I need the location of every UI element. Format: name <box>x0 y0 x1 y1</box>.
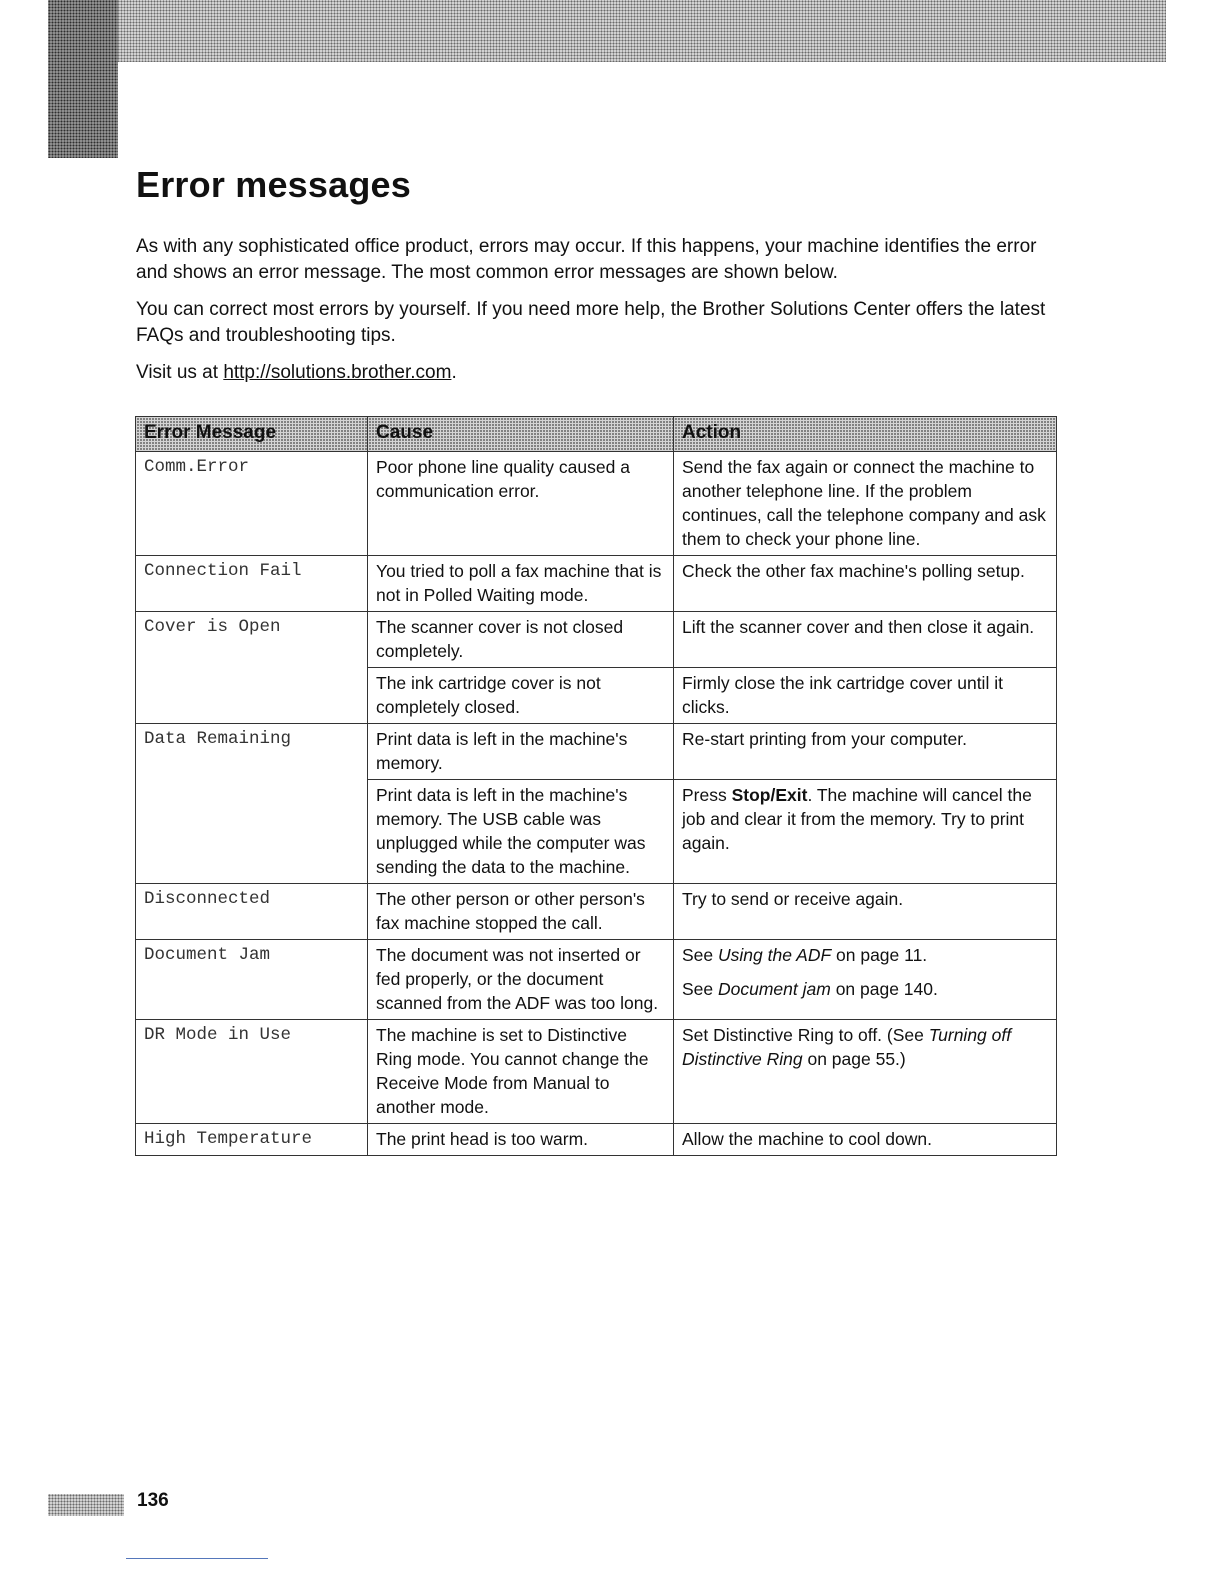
table-header-row <box>136 417 1057 452</box>
action-text: Set Distinctive Ring to off. (See <box>682 1025 929 1045</box>
action-cell <box>674 1020 1057 1124</box>
error-message-cell: Cover is Open <box>136 612 368 724</box>
error-message-cell: DR Mode in Use <box>136 1020 368 1124</box>
cause-cell: You tried to poll a fax machine that is not in Polled Waiting mode. <box>368 556 674 612</box>
header-cause: Cause <box>368 417 674 452</box>
action-cell <box>674 940 1057 1020</box>
table-row <box>136 884 1057 940</box>
solutions-center-link[interactable]: http://solutions.brother.com <box>223 362 452 383</box>
action-text: Press <box>682 785 732 805</box>
action-cell <box>674 780 1057 884</box>
cause-cell: The document was not inserted or fed properly, or the document scanned from the ADF was too long. <box>368 940 674 1020</box>
stop-exit-key-label: Stop/Exit <box>731 785 808 805</box>
action-text: See <box>682 945 718 965</box>
action-text: on page 140. <box>830 979 938 999</box>
cross-reference-link: Document jam <box>718 979 831 999</box>
error-message-cell: Comm.Error <box>136 452 368 556</box>
action-cell: Re-start printing from your computer. <box>674 724 1057 780</box>
cause-cell: The scanner cover is not closed completely. <box>368 612 674 668</box>
table-row <box>136 724 1057 780</box>
action-cell: Firmly close the ink cartridge cover until it clicks. <box>674 668 1057 724</box>
intro-paragraph-1: As with any sophisticated office product, errors may occur. If this happens, your machine identifies the error and shows an error message. The most common error messages are shown below. <box>136 236 1037 283</box>
error-message-cell: Connection Fail <box>136 556 368 612</box>
action-cell: Allow the machine to cool down. <box>674 1124 1057 1156</box>
cause-cell: The other person or other person's fax machine stopped the call. <box>368 884 674 940</box>
error-message-cell: Data Remaining <box>136 724 368 884</box>
action-cell: Check the other fax machine's polling setup. <box>674 556 1057 612</box>
cause-cell: Print data is left in the machine's memory. The USB cable was unplugged while the computer was sending the data to the machine. <box>368 780 674 884</box>
action-text: . The machine will cancel the job and clear it from the memory. Try to print again. <box>682 785 1032 853</box>
header-band <box>48 0 1166 62</box>
action-text: on page 11. <box>831 945 928 965</box>
visit-suffix: . <box>451 362 457 383</box>
header-action: Action <box>674 417 1057 452</box>
table-row <box>136 452 1057 556</box>
cause-cell: Poor phone line quality caused a communication error. <box>368 452 674 556</box>
visit-prefix: Visit us at <box>136 362 224 383</box>
table-row <box>136 1124 1057 1156</box>
cause-cell: The machine is set to Distinctive Ring mode. You cannot change the Receive Mode from Manual to another mode. <box>368 1020 674 1124</box>
cause-cell: Print data is left in the machine's memory. <box>368 724 674 780</box>
action-text: See <box>682 979 718 999</box>
visit-paragraph <box>136 360 1066 386</box>
action-line <box>682 977 1048 1001</box>
cross-reference-link: Turning off Distinctive Ring <box>682 1025 1012 1069</box>
table-row <box>136 940 1057 1020</box>
action-line <box>682 943 1048 967</box>
table-row <box>136 1020 1057 1124</box>
error-message-cell: Document Jam <box>136 940 368 1020</box>
action-cell: Lift the scanner cover and then close it again. <box>674 612 1057 668</box>
page-number: 136 <box>137 1490 169 1511</box>
intro-paragraph-2: You can correct most errors by yourself. If you need more help, the Brother Solutions Center offers the latest FAQs and troubleshooting tips. <box>136 299 1046 346</box>
cross-reference-link: Using the ADF <box>718 945 832 965</box>
cause-cell: The ink cartridge cover is not completely closed. <box>368 668 674 724</box>
chapter-tab-block <box>48 0 118 158</box>
action-text: on page 55.) <box>802 1049 906 1069</box>
error-message-cell: High Temperature <box>136 1124 368 1156</box>
error-message-cell: Disconnected <box>136 884 368 940</box>
action-cell: Try to send or receive again. <box>674 884 1057 940</box>
footer-tab <box>48 1494 124 1516</box>
table-row <box>136 556 1057 612</box>
footer-rule <box>126 1558 268 1559</box>
table-row <box>136 612 1057 668</box>
header-error-message: Error Message <box>136 417 368 452</box>
action-cell: Send the fax again or connect the machine to another telephone line. If the problem continues, call the telephone company and ask them to check your phone line. <box>674 452 1057 556</box>
error-messages-table <box>135 416 1057 1156</box>
cause-cell: The print head is too warm. <box>368 1124 674 1156</box>
page-title: Error messages <box>136 164 411 205</box>
